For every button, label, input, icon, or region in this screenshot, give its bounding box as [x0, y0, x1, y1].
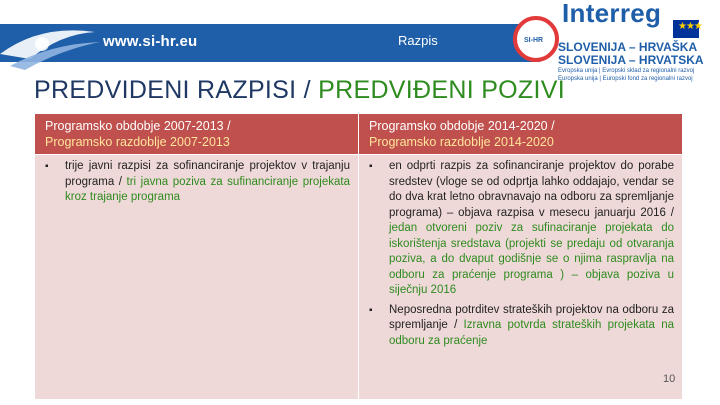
- column-header-hr: Programsko razdoblje 2007-2013: [45, 135, 230, 149]
- logo-line-si: SLOVENIJA – HRVAŠKA: [558, 40, 698, 54]
- logo-name: Interreg: [562, 0, 662, 28]
- site-url: www.si-hr.eu: [103, 33, 198, 50]
- list-item-text: [389, 159, 674, 299]
- column-header-2014: [359, 114, 683, 155]
- column-header-si: Programsko obdobje 2014-2020 /: [369, 119, 555, 133]
- logo-fund-hr: Europska unija | Europski fond za regionalni razvoj: [558, 76, 693, 82]
- program-ring-label: SI-HR: [524, 37, 544, 44]
- banner-title: Razpis: [398, 33, 438, 48]
- text-si: en odprti razpis za sofinanciranje projektov do porabe sredstev (vloge se od odprtja lahko oddajajo, vendar se do dva krat letno obravnavajo na odboru za spremljanje programa) – objava razpisa v mesecu januarju 2016 /: [389, 160, 674, 219]
- column-header-2007: [35, 114, 359, 155]
- table-row: [35, 155, 683, 400]
- text-hr: Izravna potvrda strateških projekata na odboru za praćenje: [389, 319, 675, 347]
- bullet-icon: ▪: [369, 304, 373, 316]
- page-title-si: PREDVIDENI RAZPISI /: [34, 76, 319, 104]
- page-number: 10: [663, 373, 676, 385]
- page-title: [34, 76, 565, 105]
- logo-fund-si: Evropska unija | Evropski sklad za regionalni razvoj: [558, 68, 695, 74]
- list-item-text: [65, 159, 350, 206]
- table-header-row: [35, 114, 683, 155]
- column-header-hr: Programsko razdoblje 2014-2020: [369, 135, 554, 149]
- table-cell-2014: [359, 155, 683, 400]
- text-si: Neposredna potrditev strateških projektov na odboru za spremljanje /: [389, 303, 674, 331]
- list-item-text: [389, 303, 674, 350]
- column-header-si: Programsko obdobje 2007-2013 /: [45, 119, 231, 133]
- table-cell-2007: [35, 155, 359, 400]
- text-hr: jedan otvoreni poziv za sufinaciranje projekata do iskorištenja sredstava (projekti se predaju od otvaranja poziva, a do dvaput godišnje se o njima raspravlja na odboru za praćenje programa ) – objava poziva u siječnju 2016: [389, 222, 674, 296]
- list-item: [367, 159, 674, 299]
- list-item: [367, 303, 674, 350]
- bullet-icon: ▪: [45, 161, 49, 172]
- text-si: trije javni razpisi za sofinanciranje projektov v trajanju programa /: [65, 160, 350, 188]
- page-title-hr: PREDVIĐENI POZIVI: [318, 76, 565, 104]
- logo-line-hr: SLOVENIJA – HRVATSKA: [558, 53, 704, 67]
- bullet-icon: ▪: [369, 161, 373, 172]
- text-hr: tri javna poziva za sufinanciranje projekata kroz trajanje programa: [65, 175, 350, 203]
- list-item: [43, 159, 350, 206]
- comparison-table: [34, 113, 683, 400]
- eu-flag-icon: ★★★: [673, 20, 699, 38]
